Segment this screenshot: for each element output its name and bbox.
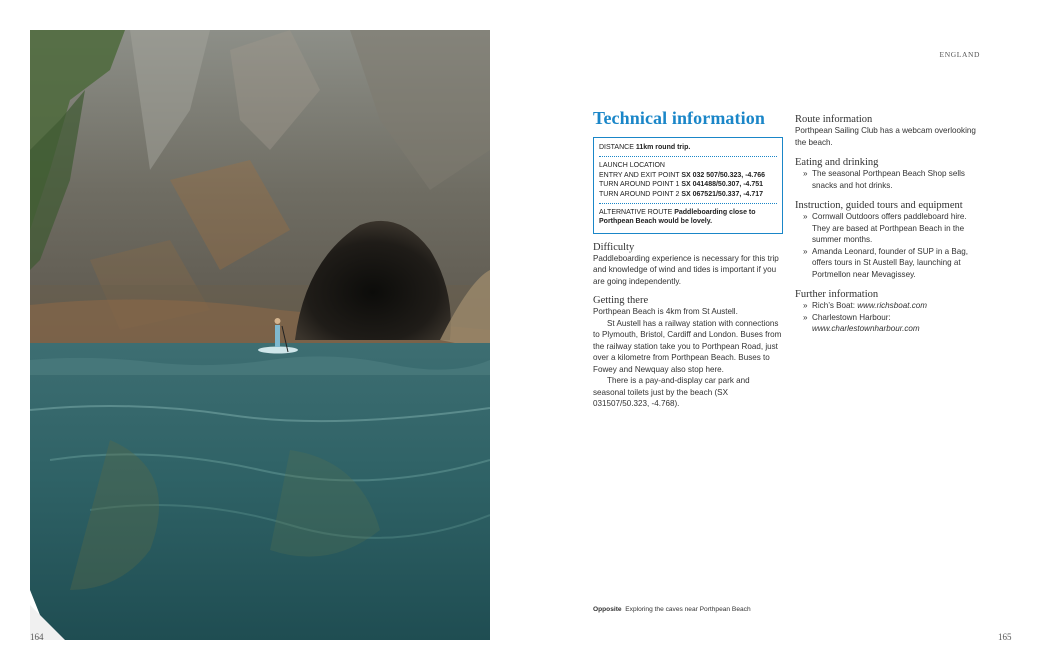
eating-item: The seasonal Porthpean Beach Shop sells snacks and hot drinks. (812, 169, 965, 190)
cave-photo (30, 30, 490, 640)
further-info-heading: Further information (795, 289, 879, 300)
entry-label: ENTRY AND EXIT POINT (599, 171, 680, 179)
turn-point-2-row (599, 190, 777, 199)
difficulty-heading: Difficulty (593, 241, 635, 253)
alt-label: ALTERNATIVE ROUTE (599, 209, 673, 217)
caption-label: Opposite (593, 606, 622, 613)
further-item-prefix: Rich’s Boat: (812, 301, 858, 310)
page-number-left: 164 (30, 632, 44, 642)
distance-label: DISTANCE (599, 144, 634, 151)
caption-text: Exploring the caves near Porthpean Beach (625, 606, 751, 613)
list-item (795, 168, 985, 191)
column-right (795, 114, 985, 335)
column-left (593, 108, 783, 410)
bullet-mark: » (803, 246, 808, 256)
getting-there-heading: Getting there (593, 295, 649, 307)
technical-heading: Technical information (593, 108, 765, 128)
eating-list (795, 168, 985, 191)
list-item (795, 300, 985, 312)
further-item-prefix: Charlestown Harbour: (812, 312, 891, 322)
list-item (795, 211, 985, 246)
alt-value: Paddleboarding close to Porthpean Beach would be lovely. (599, 209, 756, 226)
launch-label: LAUNCH LOCATION (599, 162, 665, 170)
bullet-mark: » (803, 312, 808, 322)
divider (599, 156, 777, 157)
instruction-heading: Instruction, guided tours and equipment (795, 200, 963, 211)
launch-section (599, 159, 777, 201)
list-item (795, 246, 985, 281)
page-number-right: 165 (998, 632, 1012, 642)
entry-point-row (599, 171, 777, 180)
turn-point-1-row (599, 180, 777, 189)
instruction-item: Amanda Leonard, founder of SUP in a Bag, offers tours in St Austell Bay, launching at Portmellon near Mevagissey. (812, 246, 968, 279)
alternative-route-section (599, 206, 777, 229)
richsboat-link[interactable]: www.richsboat.com (857, 301, 928, 310)
turn2-value: SX 067521/50.337, -4.717 (681, 190, 764, 198)
technical-box (593, 137, 783, 234)
further-info-list (795, 300, 985, 335)
bullet-mark: » (803, 212, 808, 221)
getting-there-p1: Porthpean Beach is 4km from St Austell. (593, 307, 738, 317)
instruction-list (795, 211, 985, 280)
distance-value: 11km round trip. (635, 144, 691, 151)
photo-caption (593, 606, 751, 613)
getting-there-p2: St Austell has a railway station with connections to Plymouth, Bristol, Cardiff and London. Buses from the railway station take you to Porthpean Road, just over a kilometre from Porthpean Beach. Buses to Fowey and Newquay also stop here. (593, 318, 782, 374)
route-info-text: Porthpean Sailing Club has a webcam overlooking the beach. (795, 126, 976, 147)
entry-value: SX 032 507/50.323, -4.766 (681, 171, 766, 179)
difficulty-text: Paddleboarding experience is necessary for this trip and knowledge of wind and tides is important if you are going independently. (593, 253, 779, 286)
distance-section (599, 141, 777, 154)
turn2-label: TURN AROUND POINT 2 (599, 190, 680, 198)
charlestown-harbour-link[interactable]: www.charlestownharbour.com (812, 324, 920, 333)
divider (599, 203, 777, 204)
cave-photo-illustration (30, 30, 490, 640)
instruction-item: Cornwall Outdoors offers paddleboard hire. They are based at Porthpean Beach in the summer months. (812, 212, 967, 244)
getting-there-p3: There is a pay-and-display car park and seasonal toilets just by the beach (SX 031507/50.323, -4.768). (593, 376, 750, 409)
list-item (795, 312, 985, 335)
eating-heading: Eating and drinking (795, 157, 879, 168)
turn1-value: SX 041488/50.307, -4.751 (681, 181, 764, 189)
route-info-heading: Route information (795, 114, 873, 125)
running-head: ENGLAND (939, 50, 980, 59)
bullet-mark: » (803, 301, 808, 310)
bullet-mark: » (803, 169, 808, 178)
turn1-label: TURN AROUND POINT 1 (599, 181, 680, 189)
